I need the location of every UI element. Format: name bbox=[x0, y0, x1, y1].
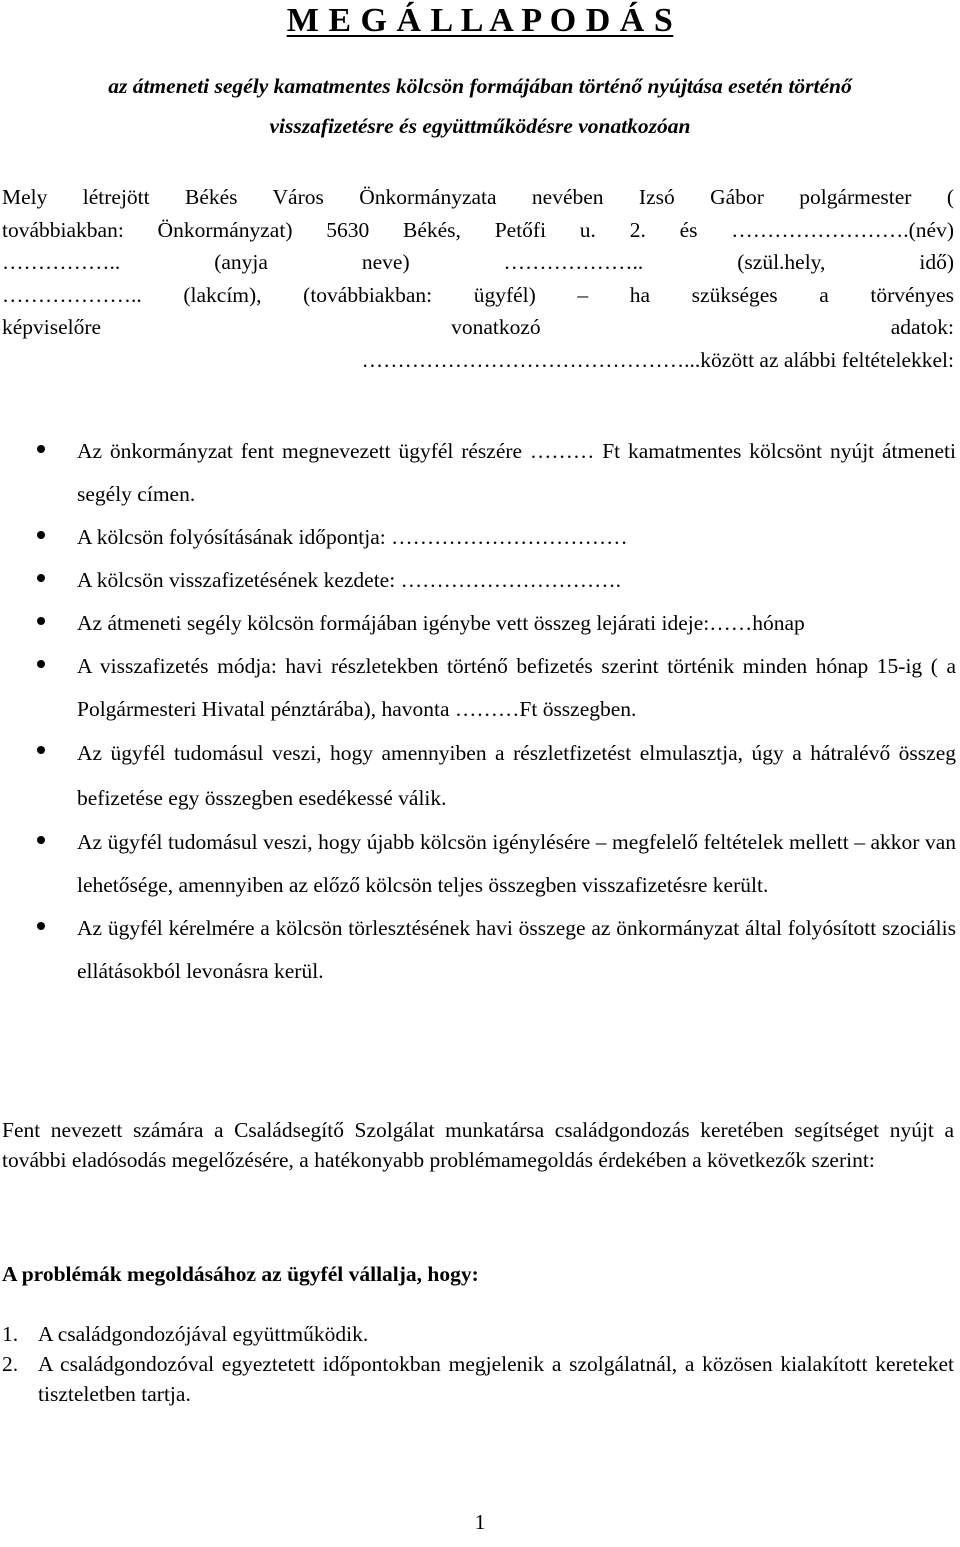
subtitle-line: visszafizetésre és együttműködésre vonatkozóan bbox=[269, 114, 691, 139]
list-item-text: Az ügyfél tudomásul veszi, hogy újabb kölcsön igénylésére – megfelelő feltételek mellett – akkor van lehetősége, amennyiben az előző kölcsön teljes összegben visszafizetésre került. bbox=[77, 830, 956, 897]
numbered-item bbox=[2, 1349, 954, 1409]
list-item-text: Az ügyfél kérelmére a kölcsön törlesztésének havi összege az önkormányzat által folyósított szociális ellátásokból levonásra kerül. bbox=[77, 916, 956, 983]
numbered-item bbox=[2, 1319, 954, 1349]
document-title-text: M E G Á L L A P O D Á S bbox=[286, 2, 674, 39]
subtitle-line: az átmeneti segély kamatmentes kölcsön formájában történő nyújtása esetén történő bbox=[108, 74, 852, 98]
intro-line: ……………….. (lakcím), (továbbiakban: ügyfél) – ha szükséges a törvényes bbox=[2, 282, 954, 307]
item-text: A családgondozójával együttműködik. bbox=[38, 1322, 369, 1346]
intro-line: képviselőre vonatkozó adatok: bbox=[2, 315, 954, 339]
intro-line: ………………………………………...között az alábbi feltételekkel: bbox=[361, 347, 954, 372]
obligations-list bbox=[2, 1319, 954, 1409]
list-item-text: Az ügyfél tudomásul veszi, hogy amennyiben a részletfizetést elmulasztja, úgy a hátralévő összeg befizetése egy összegben esedékessé válik. bbox=[77, 741, 956, 810]
list-item bbox=[0, 907, 956, 993]
list-item-text: Az önkormányzat fent megnevezett ügyfél részére ……… Ft kamatmentes kölcsönt nyújt átmeneti segély címen. bbox=[77, 439, 956, 506]
intro-paragraph bbox=[2, 181, 954, 376]
item-number: 2. bbox=[2, 1352, 19, 1376]
intro-line: továbbiakban: Önkormányzat) 5630 Békés, Petőfi u. 2. és …………………….(név) bbox=[2, 217, 954, 242]
intro-line: …………….. (anyja neve) ……………….. (szül.hely, idő) bbox=[2, 250, 954, 274]
intro-line: Mely létrejött Békés Város Önkormányzata nevében Izsó Gábor polgármester ( bbox=[2, 185, 954, 209]
list-item bbox=[0, 821, 956, 907]
document-title bbox=[0, 2, 960, 40]
list-item bbox=[0, 516, 956, 559]
item-text: A családgondozóval egyeztetett időpontokban megjelenik a szolgálatnál, a közösen kialakított kereteket tiszteletben tartja. bbox=[38, 1352, 954, 1406]
list-item bbox=[0, 645, 956, 731]
conditions-list bbox=[0, 430, 956, 993]
list-item-text: A visszafizetés módja: havi részletekben történő befizetés szerint történik minden hónap 15-ig ( a Polgármesteri Hivatal pénztárába), havonta ………Ft összegben. bbox=[77, 654, 956, 721]
list-item bbox=[0, 430, 956, 516]
list-item bbox=[0, 731, 956, 821]
list-item-text: A kölcsön visszafizetésének kezdete: …………………………. bbox=[77, 568, 621, 592]
item-number: 1. bbox=[2, 1322, 19, 1346]
page-number: 1 bbox=[474, 1510, 486, 1534]
list-item-text: A kölcsön folyósításának időpontja: …………………………… bbox=[77, 525, 628, 549]
list-item-text: Az átmeneti segély kölcsön formájában igénybe vett összeg lejárati ideje:……hónap bbox=[77, 611, 805, 635]
section-heading: A problémák megoldásához az ügyfél vállalja, hogy: bbox=[2, 1262, 479, 1286]
list-item bbox=[0, 602, 956, 645]
list-item bbox=[0, 559, 956, 602]
document-subtitle bbox=[0, 66, 960, 147]
family-support-paragraph: Fent nevezett számára a Családsegítő Szolgálat munkatársa családgondozás keretében segítséget nyújt a további eladósodás megelőzésére, a hatékonyabb problémamegoldás érdekében a következők szerint: bbox=[2, 1118, 954, 1172]
